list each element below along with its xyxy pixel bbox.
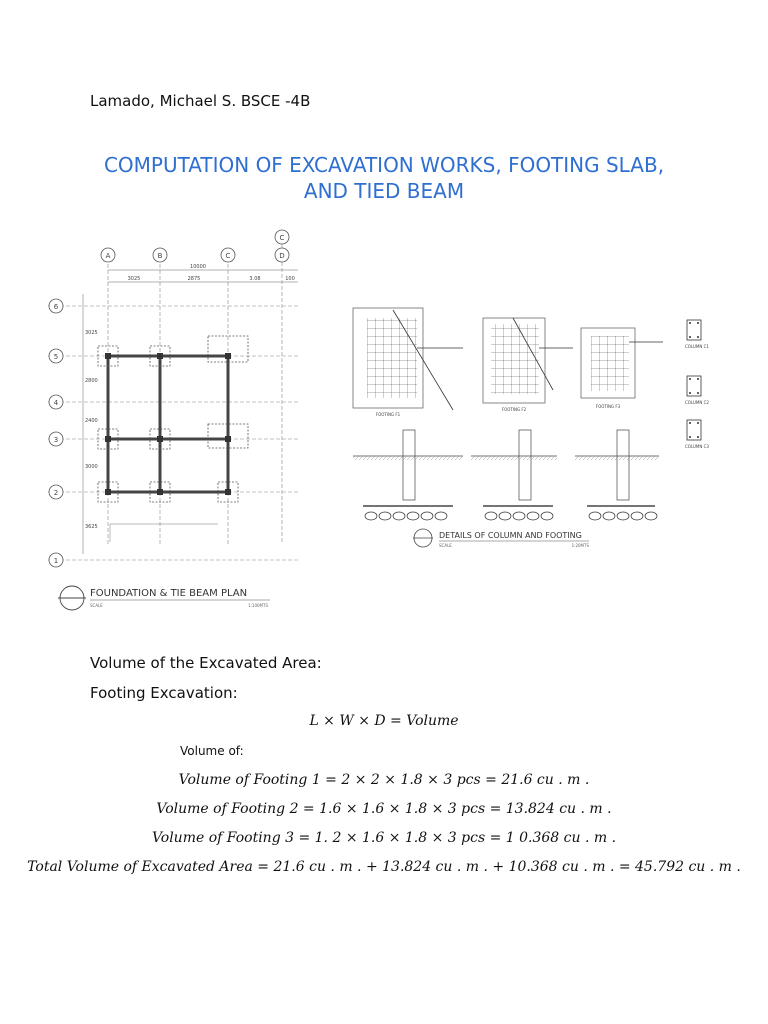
plan-caption: FOUNDATION & TIE BEAM PLAN — [90, 588, 248, 599]
grid-number-6: 6 — [53, 303, 59, 311]
document-title — [0, 152, 768, 204]
title-line-1: COMPUTATION OF EXCAVATION WORKS, FOOTING SLAB, — [103, 153, 665, 177]
column-footing-details-drawing — [343, 280, 745, 564]
details-caption: DETAILS OF COLUMN AND FOOTING — [439, 531, 582, 540]
volume-footing-2: Volume of Footing 2 = 1.6 × 1.6 × 1.8 × 3 pcs = 13.824 cu . m . — [156, 801, 612, 817]
total-volume: Total Volume of Excavated Area = 21.6 cu . m . + 13.824 cu . m . + 10.368 cu . m . = 45.792 cu . m . — [27, 859, 741, 875]
side-dim-4: 3000 — [85, 464, 98, 470]
grid-letter-b: B — [157, 252, 163, 260]
column-label-1: COLUMN C1 — [685, 344, 709, 349]
details-scale-value: 1:20MTS — [571, 543, 589, 548]
side-dim-1: 3025 — [85, 330, 98, 336]
grid-letter-d: D — [279, 252, 285, 260]
section-heading-volume: Volume of the Excavated Area: — [90, 654, 322, 672]
grid-letter-extra: C — [279, 234, 285, 242]
section-heading-footing: Footing Excavation: — [90, 684, 238, 702]
column-label-2: COLUMN C2 — [685, 400, 709, 405]
volume-footing-1: Volume of Footing 1 = 2 × 2 × 1.8 × 3 pcs = 21.6 cu . m . — [178, 772, 590, 788]
grid-number-2: 2 — [53, 489, 59, 497]
side-dim-3: 2400 — [85, 418, 98, 424]
grid-number-1: 1 — [53, 557, 59, 565]
side-dim-5: 3625 — [85, 524, 98, 530]
grid-number-5: 5 — [53, 353, 59, 361]
grid-letter-c: C — [225, 252, 231, 260]
grid-number-3: 3 — [53, 436, 59, 444]
formula-lwd: L × W × D = Volume — [309, 713, 459, 729]
top-dim-1: 3025 — [127, 276, 141, 282]
top-dim-3: 3.08 — [249, 276, 261, 282]
footing-label-3: FOOTING F3 — [595, 404, 621, 409]
side-dim-2: 2800 — [85, 378, 98, 384]
details-scale-label: SCALE — [439, 543, 452, 548]
volume-footing-3: Volume of Footing 3 = 1. 2 × 1.6 × 1.8 × 3 pcs = 1 0.368 cu . m . — [151, 830, 617, 846]
grid-number-4: 4 — [53, 399, 59, 407]
title-line-2: AND TIED BEAM — [303, 179, 465, 203]
foundation-plan-drawing — [38, 224, 310, 614]
plan-scale-value: 1:100MTS — [248, 603, 268, 608]
footing-label-2: FOOTING F2 — [501, 407, 527, 412]
volume-of-label: Volume of: — [180, 744, 244, 758]
author-line: Lamado, Michael S. BSCE -4B — [90, 92, 311, 110]
top-dim-2: 2875 — [187, 276, 201, 282]
grid-letter-a: A — [105, 252, 111, 260]
overall-dimension: 10000 — [190, 264, 206, 270]
footing-label-1: FOOTING F1 — [375, 412, 401, 417]
plan-scale-label: SCALE — [90, 603, 103, 608]
column-label-3: COLUMN C3 — [685, 444, 709, 449]
top-dim-4: 100 — [285, 276, 295, 282]
